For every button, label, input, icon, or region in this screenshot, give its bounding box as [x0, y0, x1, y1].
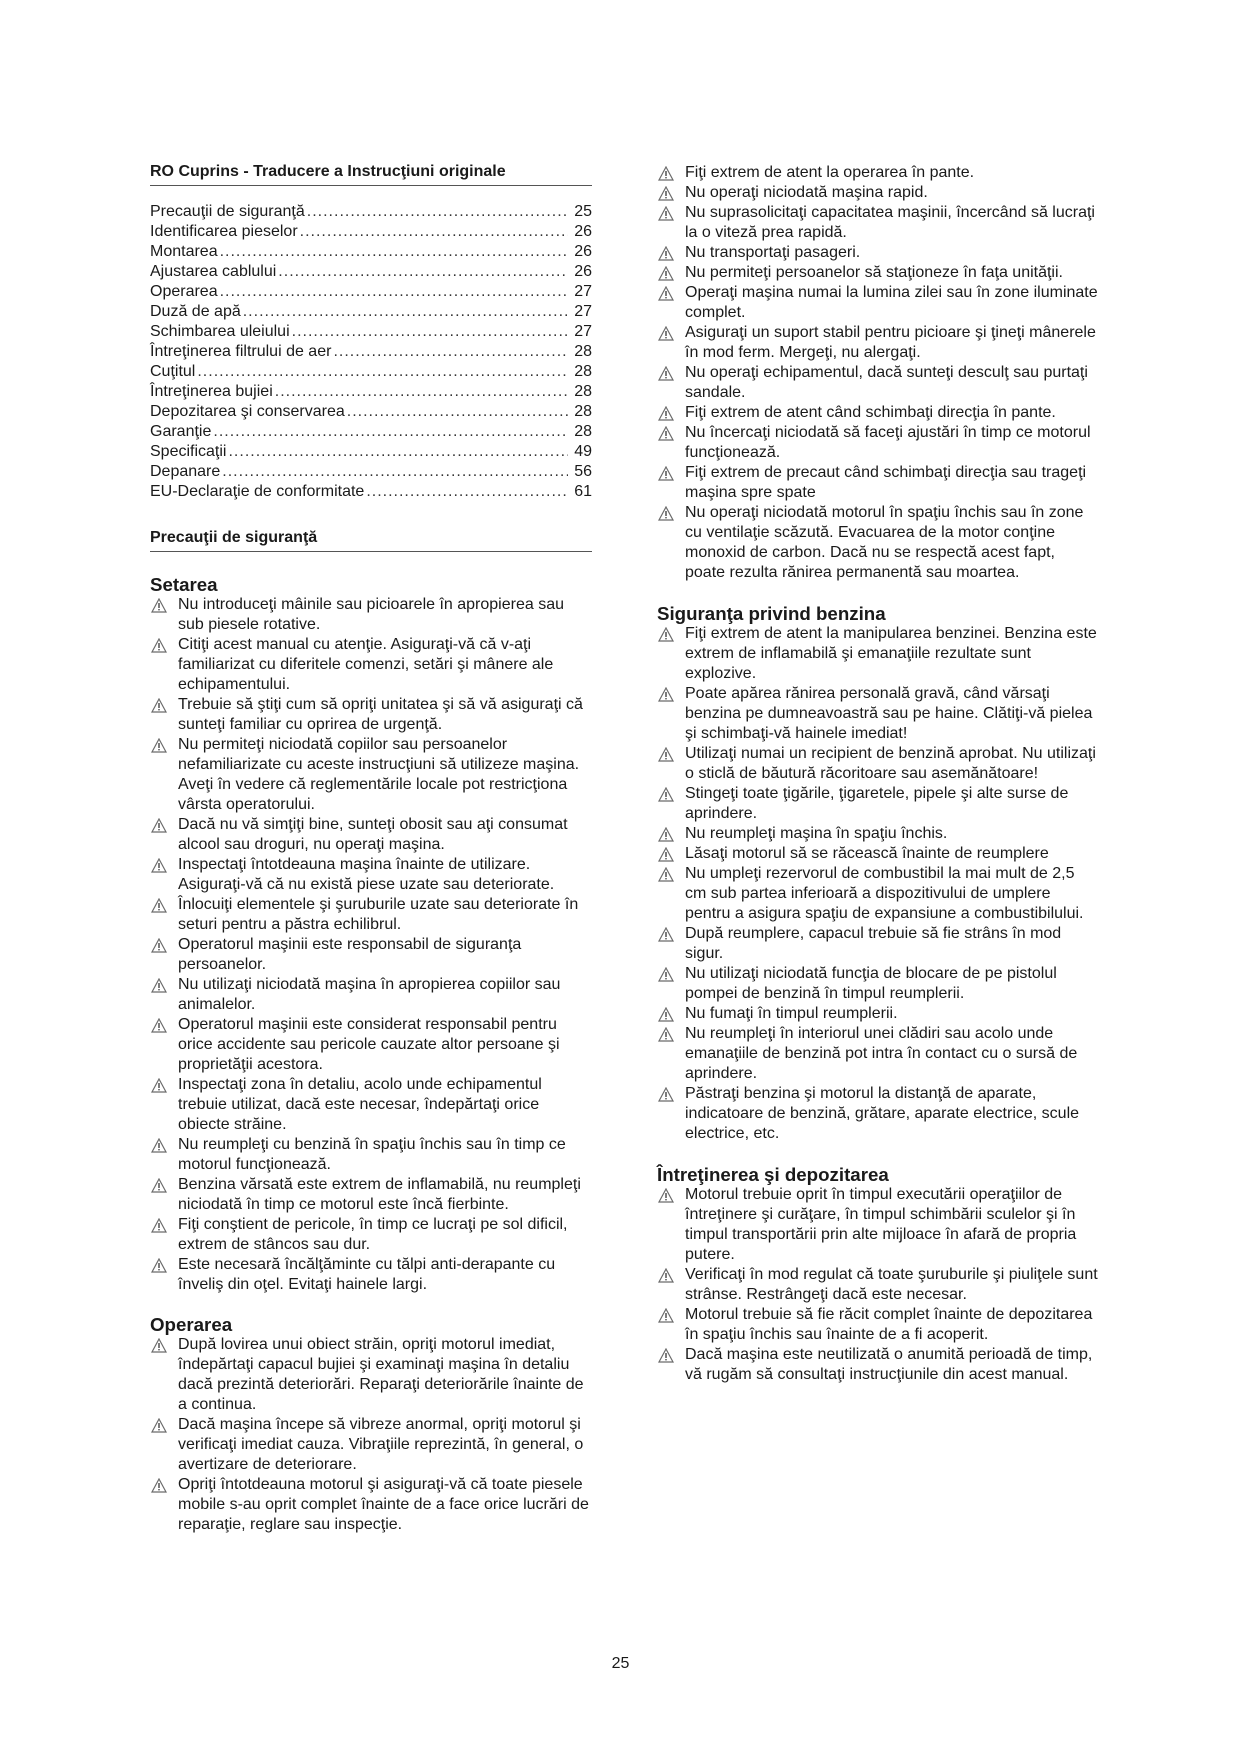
safety-item [657, 1265, 1099, 1305]
toc-entry-page: 27 [574, 283, 592, 300]
toc-entry [150, 362, 592, 382]
safety-item-text: Nu permiteţi persoanelor să staţioneze în faţa unităţii. [685, 264, 1063, 281]
warning-icon [151, 1138, 167, 1153]
page-number: 25 [611, 1655, 630, 1672]
safety-item [657, 323, 1099, 363]
toc-entry-label: Duză de apă [150, 303, 241, 320]
warning-icon [151, 598, 167, 613]
toc-entry-page: 28 [574, 423, 592, 440]
safety-item [150, 1335, 592, 1415]
safety-item-text: Fiţi extrem de precaut când schimbaţi direcţia sau trageţi maşina spre spate [685, 464, 1087, 501]
warning-icon [658, 206, 674, 221]
warning-icon [658, 326, 674, 341]
warning-icon [151, 738, 167, 753]
safety-item-text: După reumplere, capacul trebuie să fie strâns în mod sigur. [685, 925, 1062, 962]
toc-entry-label: Ajustarea cablului [150, 263, 277, 280]
safety-item-text: Inspectaţi întotdeauna maşina înainte de utilizare. Asiguraţi-vă că nu există piese uzate sau deteriorate. [178, 856, 555, 893]
toc-entry-label: Montarea [150, 243, 218, 260]
toc-entry-page: 28 [574, 343, 592, 360]
warning-icon [151, 978, 167, 993]
safety-item [150, 1415, 592, 1475]
intretinere-title: Întreţinerea şi depozitarea [657, 1164, 889, 1185]
safety-item [657, 964, 1099, 1004]
safety-item-text: Dacă nu vă simţiţi bine, sunteţi obosit sau aţi consumat alcool sau droguri, nu operaţi maşina. [178, 816, 568, 853]
warning-icon [658, 867, 674, 882]
safety-item [150, 695, 592, 735]
safety-item-text: Dacă maşina începe să vibreze anormal, opriţi motorul şi verificaţi imediat cauza. Vibraţiile reprezintă, în general, o avertizare de deteriorare. [178, 1416, 584, 1473]
warning-icon [658, 186, 674, 201]
setarea-title: Setarea [150, 574, 218, 595]
toc-leader-dots [307, 202, 568, 222]
warning-icon [151, 1338, 167, 1353]
safety-item [150, 1135, 592, 1175]
warning-icon [658, 1007, 674, 1022]
safety-item [657, 283, 1099, 323]
toc-leader-dots [197, 362, 568, 382]
operarea-continued-list [657, 163, 1099, 583]
safety-item-text: Trebuie să ştiţi cum să opriţi unitatea şi să vă asiguraţi că sunteţi familiar cu oprirea de urgenţă. [178, 696, 583, 733]
safety-item-text: Fiţi conştient de pericole, în timp ce lucraţi pe sol dificil, extrem de stâncos sau dur. [178, 1216, 568, 1253]
safety-item [657, 824, 1099, 844]
safety-item [657, 1004, 1099, 1024]
warning-icon [151, 1078, 167, 1093]
warning-icon [658, 1268, 674, 1283]
warning-icon [658, 166, 674, 181]
warning-icon [658, 426, 674, 441]
warning-icon [658, 1308, 674, 1323]
warning-icon [151, 1418, 167, 1433]
benzina-title: Siguranţa privind benzina [657, 603, 886, 624]
safety-item [657, 924, 1099, 964]
warning-icon [151, 938, 167, 953]
warning-icon [658, 967, 674, 982]
warning-icon [151, 858, 167, 873]
safety-item-text: Dacă maşina este neutilizată o anumită perioadă de timp, vă rugăm să consultaţi instrucţiunile din acest manual. [685, 1346, 1093, 1383]
toc-leader-dots [220, 242, 568, 262]
toc-entry [150, 222, 592, 242]
toc-leader-dots [278, 262, 568, 282]
warning-icon [658, 787, 674, 802]
safety-item-text: Asiguraţi un suport stabil pentru picioare şi ţineţi mânerele în mod ferm. Mergeţi, nu alergaţi. [685, 324, 1096, 361]
warning-icon [151, 1218, 167, 1233]
safety-item [657, 744, 1099, 784]
toc-entry [150, 382, 592, 402]
toc-entry-page: 26 [574, 223, 592, 240]
safety-item [657, 423, 1099, 463]
toc-entry-page: 49 [574, 443, 592, 460]
toc-leader-dots [213, 422, 568, 442]
safety-item [657, 183, 1099, 203]
safety-item-text: După lovirea unui obiect străin, opriţi motorul imediat, îndepărtaţi capacul bujiei şi examinaţi maşina în detaliu dacă prezintă deteriorări. Reparaţi deteriorările înainte de a continua. [178, 1336, 584, 1413]
safety-item-text: Verificaţi în mod regulat că toate şuruburile şi piuliţele sunt strânse. Restrângeţi dacă este necesar. [685, 1266, 1098, 1303]
safety-item-text: Operaţi maşina numai la lumina zilei sau în zone iluminate complet. [685, 284, 1098, 321]
safety-item [657, 624, 1099, 684]
safety-item [150, 595, 592, 635]
toc-leader-dots [243, 302, 568, 322]
safety-item [657, 1024, 1099, 1084]
toc-leader-dots [220, 282, 568, 302]
safety-item-text: Nu reumpleţi în interiorul unei clădiri sau acolo unde emanaţiile de benzină pot intra în contact cu o sursă de aprindere. [685, 1025, 1078, 1082]
right-column [657, 163, 1099, 1385]
benzina-list [657, 624, 1099, 1144]
toc-entry-page: 27 [574, 323, 592, 340]
toc-heading: RO Cuprins - Traducere a Instrucţiuni originale [150, 162, 592, 186]
toc-leader-dots [300, 222, 568, 242]
left-column [150, 162, 592, 1535]
toc-entry [150, 242, 592, 262]
warning-icon [658, 1087, 674, 1102]
warning-icon [658, 266, 674, 281]
safety-item [657, 1345, 1099, 1385]
warning-icon [658, 366, 674, 381]
toc-entry [150, 202, 592, 222]
toc-list [150, 202, 592, 502]
operarea-list [150, 1335, 592, 1535]
warning-icon [151, 638, 167, 653]
toc-entry-label: Depanare [150, 463, 221, 480]
toc-entry [150, 302, 592, 322]
safety-item-text: Motorul trebuie oprit în timpul executării operaţiilor de întreţinere şi curăţare, în timpul schimbării sculelor şi în timpul transportării prin alte mijloace în afară de propria putere. [685, 1186, 1077, 1263]
warning-icon [658, 687, 674, 702]
toc-entry [150, 422, 592, 442]
safety-item [150, 735, 592, 815]
toc-leader-dots [333, 342, 568, 362]
safety-item-text: Poate apărea rănirea personală gravă, când vărsaţi benzina pe dumneavoastră sau pe haine. Clătiţi-vă pielea şi schimbaţi-vă hainele imediat! [685, 685, 1093, 742]
safety-item [657, 243, 1099, 263]
safety-item-text: Nu permiteţi niciodată copiilor sau persoanelor nefamiliarizate cu aceste instrucţiuni să utilizeze maşina. Aveţi în vedere că reglementările locale pot restricţiona vârsta operatorului. [178, 736, 580, 813]
safety-item-text: Nu umpleţi rezervorul de combustibil la mai mult de 2,5 cm sub partea inferioară a dispozitivului de umplere pentru a asigura spaţiu de expansiune a combustibilului. [685, 865, 1084, 922]
warning-icon [658, 1027, 674, 1042]
warning-icon [658, 627, 674, 642]
safety-item-text: Fiţi extrem de atent la operarea în pante. [685, 164, 975, 181]
toc-entry-label: Specificaţii [150, 443, 227, 460]
safety-item-text: Nu utilizaţi niciodată funcţia de blocare de pe pistolul pompei de benzină în timpul reumplerii. [685, 965, 1057, 1002]
safety-item-text: Nu suprasolicitaţi capacitatea maşinii, încercând să lucraţi la o viteză prea rapidă. [685, 204, 1095, 241]
safety-item [657, 203, 1099, 243]
safety-item [657, 864, 1099, 924]
safety-item-text: Nu operaţi niciodată motorul în spaţiu închis sau în zone cu ventilaţie scăzută. Evacuarea de la motor conţine monoxid de carbon. Dacă nu se respectă acest fapt, poate rezulta rănirea permanentă sau moartea. [685, 504, 1084, 581]
safety-item [150, 855, 592, 895]
toc-entry-label: Întreţinerea bujiei [150, 383, 273, 400]
toc-entry [150, 322, 592, 342]
safety-item-text: Utilizaţi numai un recipient de benzină aprobat. Nu utilizaţi o sticlă de băutură răcoritoare sau asemănătoare! [685, 745, 1096, 782]
safety-item-text: Nu utilizaţi niciodată maşina în apropierea copiilor sau animalelor. [178, 976, 561, 1013]
safety-item-text: Operatorul maşinii este responsabil de siguranţa persoanelor. [178, 936, 522, 973]
toc-entry-label: Operarea [150, 283, 218, 300]
toc-entry-label: Identificarea pieselor [150, 223, 298, 240]
safety-item-text: Înlocuiţi elementele şi şuruburile uzate sau deteriorate în seturi pentru a păstra echilibrul. [178, 896, 579, 933]
safety-item-text: Inspectaţi zona în detaliu, acolo unde echipamentul trebuie utilizat, dacă este necesar, îndepărtaţi orice obiecte străine. [178, 1076, 542, 1133]
toc-entry-page: 56 [574, 463, 592, 480]
warning-icon [658, 466, 674, 481]
safety-item-text: Citiţi acest manual cu atenţie. Asiguraţi-vă că v-aţi familiarizat cu diferitele comenzi, setări şi mânere ale echipamentului. [178, 636, 554, 693]
safety-item [150, 1175, 592, 1215]
safety-item-text: Stingeţi toate ţigările, ţigaretele, pipele şi alte surse de aprindere. [685, 785, 1069, 822]
warning-icon [658, 506, 674, 521]
toc-entry [150, 442, 592, 462]
toc-entry-page: 61 [574, 483, 592, 500]
toc-entry-label: Schimbarea uleiului [150, 323, 290, 340]
toc-entry [150, 282, 592, 302]
toc-entry [150, 462, 592, 482]
toc-leader-dots [347, 402, 568, 422]
safety-item [657, 844, 1099, 864]
safety-item [150, 635, 592, 695]
safety-item [150, 975, 592, 1015]
toc-entry-page: 26 [574, 263, 592, 280]
toc-leader-dots [292, 322, 568, 342]
safety-item-text: Este necesară încălţăminte cu tălpi anti-derapante cu înveliş din oţel. Evitaţi hainele largi. [178, 1256, 556, 1293]
safety-item [150, 1215, 592, 1255]
safety-item [657, 263, 1099, 283]
toc-entry [150, 342, 592, 362]
warning-icon [151, 1258, 167, 1273]
safety-item [150, 1475, 592, 1535]
toc-entry-page: 28 [574, 403, 592, 420]
toc-leader-dots [222, 462, 568, 482]
safety-item [657, 1185, 1099, 1265]
toc-leader-dots [275, 382, 568, 402]
safety-item-text: Nu operaţi niciodată maşina rapid. [685, 184, 928, 201]
safety-item [150, 1075, 592, 1135]
safety-item-text: Operatorul maşinii este considerat responsabil pentru orice accidente sau pericole cauzate altor persoane şi proprietăţii acestora. [178, 1016, 560, 1073]
safety-item [657, 684, 1099, 744]
safety-item [150, 1015, 592, 1075]
safety-item-text: Nu reumpleţi cu benzină în spaţiu închis sau în timp ce motorul funcţionează. [178, 1136, 566, 1173]
toc-leader-dots [228, 442, 568, 462]
toc-entry-label: Cuţitul [150, 363, 196, 380]
toc-entry-page: 27 [574, 303, 592, 320]
intretinere-list [657, 1185, 1099, 1385]
toc-entry-page: 28 [574, 383, 592, 400]
warning-icon [151, 698, 167, 713]
safety-item-text: Benzina vărsată este extrem de inflamabilă, nu reumpleţi niciodată în timp ce motorul este încă fierbinte. [178, 1176, 581, 1213]
safety-item [150, 935, 592, 975]
safety-item-text: Fiţi extrem de atent când schimbaţi direcţia în pante. [685, 404, 1056, 421]
safety-item [657, 784, 1099, 824]
setarea-list [150, 595, 592, 1295]
warning-icon [151, 818, 167, 833]
safety-item-text: Fiţi extrem de atent la manipularea benzinei. Benzina este extrem de inflamabilă şi emanaţiile rezultate sunt explozive. [685, 625, 1097, 682]
safety-item [657, 463, 1099, 503]
warning-icon [151, 898, 167, 913]
safety-item-text: Păstraţi benzina şi motorul la distanţă de aparate, indicatoare de benzină, grătare, aparate electrice, scule electrice, etc. [685, 1085, 1080, 1142]
safety-heading: Precauţii de siguranţă [150, 528, 592, 552]
toc-entry-label: Garanţie [150, 423, 212, 440]
warning-icon [658, 406, 674, 421]
warning-icon [658, 927, 674, 942]
safety-item [657, 403, 1099, 423]
safety-item-text: Nu operaţi echipamentul, dacă sunteţi desculţ sau purtaţi sandale. [685, 364, 1088, 401]
safety-item [150, 895, 592, 935]
safety-item-text: Nu fumaţi în timpul reumplerii. [685, 1005, 898, 1022]
warning-icon [658, 827, 674, 842]
warning-icon [151, 1018, 167, 1033]
safety-item [657, 363, 1099, 403]
warning-icon [658, 847, 674, 862]
toc-leader-dots [366, 482, 568, 502]
toc-entry-label: Întreţinerea filtrului de aer [150, 343, 332, 360]
safety-item [150, 1255, 592, 1295]
safety-item [150, 815, 592, 855]
warning-icon [658, 1188, 674, 1203]
safety-item [657, 1084, 1099, 1144]
warning-icon [151, 1178, 167, 1193]
safety-item-text: Nu transportaţi pasageri. [685, 244, 861, 261]
toc-entry-page: 28 [574, 363, 592, 380]
safety-item-text: Opriţi întotdeauna motorul şi asiguraţi-vă că toate piesele mobile s-au oprit complet înainte de a face orice lucrări de reparaţie, reglare sau inspecţie. [178, 1476, 589, 1533]
toc-entry-label: EU-Declaraţie de conformitate [150, 483, 365, 500]
toc-entry-label: Depozitarea şi conservarea [150, 403, 345, 420]
safety-item [657, 503, 1099, 583]
toc-entry [150, 262, 592, 282]
safety-item-text: Motorul trebuie să fie răcit complet înainte de depozitarea în spaţiu închis sau înainte de a fi acoperit. [685, 1306, 1093, 1343]
warning-icon [658, 286, 674, 301]
safety-item-text: Nu reumpleţi maşina în spaţiu închis. [685, 825, 948, 842]
safety-item-text: Nu introduceţi mâinile sau picioarele în apropierea sau sub piesele rotative. [178, 596, 564, 633]
toc-entry-page: 25 [574, 203, 592, 220]
toc-entry [150, 482, 592, 502]
warning-icon [151, 1478, 167, 1493]
safety-item [657, 163, 1099, 183]
warning-icon [658, 1348, 674, 1363]
operarea-title: Operarea [150, 1314, 233, 1335]
toc-entry [150, 402, 592, 422]
safety-item-text: Lăsaţi motorul să se răcească înainte de reumplere [685, 845, 1049, 862]
safety-item [657, 1305, 1099, 1345]
warning-icon [658, 747, 674, 762]
toc-entry-label: Precauţii de siguranţă [150, 203, 305, 220]
warning-icon [658, 246, 674, 261]
safety-item-text: Nu încercaţi niciodată să faceţi ajustări în timp ce motorul funcţionează. [685, 424, 1091, 461]
toc-entry-page: 26 [574, 243, 592, 260]
